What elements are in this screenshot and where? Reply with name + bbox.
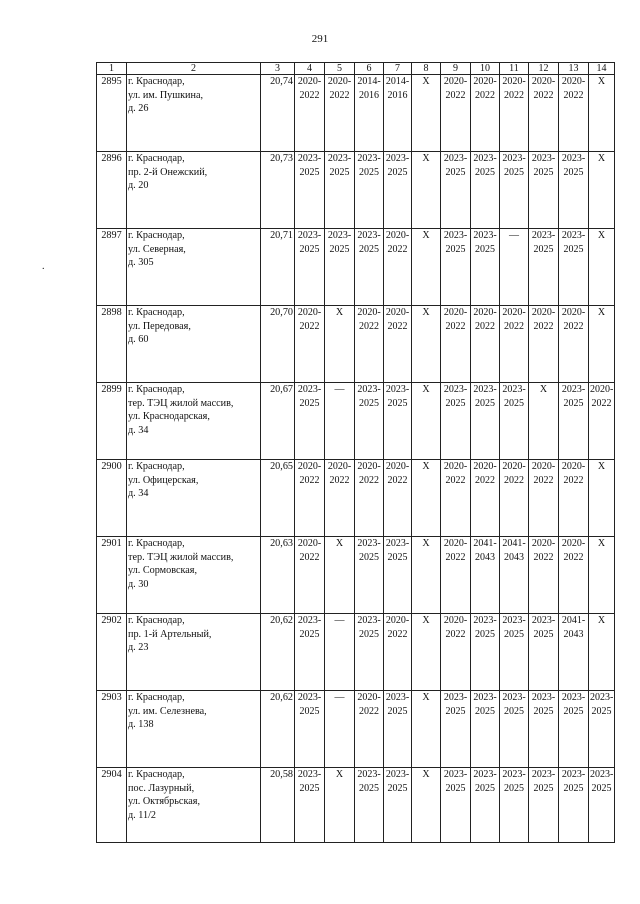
row-number: 2903 bbox=[97, 691, 127, 768]
period-cell: 2020- 2022 bbox=[441, 537, 471, 614]
period-cell: 2020- 2022 bbox=[295, 306, 325, 383]
address-line: д. 34 bbox=[128, 488, 149, 500]
column-header: 12 bbox=[529, 63, 559, 75]
period-cell: Х bbox=[412, 75, 441, 152]
period-cell: Х bbox=[589, 460, 615, 537]
table-row bbox=[97, 229, 615, 306]
period-cell: — bbox=[325, 383, 355, 460]
period-cell: 2041- 2043 bbox=[500, 537, 529, 614]
address-line: г. Краснодар, bbox=[128, 538, 185, 549]
value-cell: 20,67 bbox=[261, 383, 295, 460]
address-line: д. 60 bbox=[128, 334, 149, 346]
period-cell: 2020- 2022 bbox=[471, 306, 500, 383]
period-cell: 2023- 2025 bbox=[441, 229, 471, 306]
row-number: 2895 bbox=[97, 75, 127, 152]
period-cell: 2020- 2022 bbox=[471, 75, 500, 152]
period-cell: 2020- 2022 bbox=[500, 75, 529, 152]
period-cell: 2020- 2022 bbox=[384, 614, 412, 691]
period-cell: 2023- 2025 bbox=[471, 229, 500, 306]
address-cell bbox=[127, 152, 261, 229]
address-line: ул. Офицерская, bbox=[128, 474, 199, 486]
period-cell: 2020- 2022 bbox=[559, 306, 589, 383]
period-cell: 2023- 2025 bbox=[441, 152, 471, 229]
table-row bbox=[97, 614, 615, 691]
period-cell: Х bbox=[325, 306, 355, 383]
period-cell: 2023- 2025 bbox=[559, 383, 589, 460]
period-cell: 2020- 2022 bbox=[355, 306, 384, 383]
period-cell: 2023- 2025 bbox=[384, 691, 412, 768]
period-cell: 2020- 2022 bbox=[384, 306, 412, 383]
row-number: 2900 bbox=[97, 460, 127, 537]
period-cell: 2023- 2025 bbox=[471, 383, 500, 460]
table-row bbox=[97, 306, 615, 383]
period-cell: 2020- 2022 bbox=[559, 460, 589, 537]
period-cell: 2020- 2022 bbox=[529, 306, 559, 383]
period-cell: 2014- 2016 bbox=[384, 75, 412, 152]
value-cell: 20,65 bbox=[261, 460, 295, 537]
address-cell bbox=[127, 75, 261, 152]
address-line: ул. Северная, bbox=[128, 243, 186, 255]
period-cell: 2020- 2022 bbox=[325, 460, 355, 537]
period-cell: 2023- 2025 bbox=[589, 768, 615, 843]
period-cell: — bbox=[325, 614, 355, 691]
period-cell: 2023- 2025 bbox=[529, 229, 559, 306]
period-cell: 2020- 2022 bbox=[295, 460, 325, 537]
address-line: д. 20 bbox=[128, 180, 149, 192]
period-cell: Х bbox=[412, 383, 441, 460]
stray-mark: . bbox=[42, 261, 45, 272]
period-cell: 2020- 2022 bbox=[384, 229, 412, 306]
period-cell: 2023- 2025 bbox=[500, 383, 529, 460]
period-cell: 2020- 2022 bbox=[441, 460, 471, 537]
row-number: 2896 bbox=[97, 152, 127, 229]
period-cell: 2020- 2022 bbox=[295, 537, 325, 614]
period-cell: 2023- 2025 bbox=[384, 152, 412, 229]
address-line: г. Краснодар, bbox=[128, 615, 185, 626]
period-cell: Х bbox=[412, 460, 441, 537]
period-cell: 2023- 2025 bbox=[384, 768, 412, 843]
period-cell: 2020- 2022 bbox=[589, 383, 615, 460]
table-row bbox=[97, 75, 615, 152]
period-cell: Х bbox=[589, 152, 615, 229]
address-line: пр. 2-й Онежский, bbox=[128, 166, 208, 178]
period-cell: — bbox=[325, 691, 355, 768]
register-table bbox=[96, 62, 615, 843]
period-cell: 2020- 2022 bbox=[441, 306, 471, 383]
address-cell bbox=[127, 229, 261, 306]
column-header: 6 bbox=[355, 63, 384, 75]
column-header: 8 bbox=[412, 63, 441, 75]
address-line: г. Краснодар, bbox=[128, 153, 185, 164]
period-cell: 2020- 2022 bbox=[529, 75, 559, 152]
address-line: пр. 1-й Артельный, bbox=[128, 628, 212, 640]
header-row bbox=[97, 63, 615, 75]
period-cell: 2023- 2025 bbox=[295, 768, 325, 843]
value-cell: 20,74 bbox=[261, 75, 295, 152]
period-cell: 2023- 2025 bbox=[441, 691, 471, 768]
period-cell: 2023- 2025 bbox=[355, 537, 384, 614]
period-cell: 2023- 2025 bbox=[295, 614, 325, 691]
address-line: г. Краснодар, bbox=[128, 461, 185, 472]
address-line: д. 30 bbox=[128, 578, 149, 590]
period-cell: 2023- 2025 bbox=[471, 152, 500, 229]
address-line: г. Краснодар, bbox=[128, 769, 185, 780]
period-cell: 2023- 2025 bbox=[500, 691, 529, 768]
period-cell: 2020- 2022 bbox=[500, 460, 529, 537]
period-cell: Х bbox=[412, 306, 441, 383]
period-cell: 2023- 2025 bbox=[500, 614, 529, 691]
period-cell: 2023- 2025 bbox=[559, 691, 589, 768]
period-cell: 2023- 2025 bbox=[529, 691, 559, 768]
period-cell: 2023- 2025 bbox=[295, 691, 325, 768]
address-line: тер. ТЭЦ жилой массив, bbox=[128, 397, 234, 409]
period-cell: 2023- 2025 bbox=[500, 152, 529, 229]
address-line: ул. Передовая, bbox=[128, 320, 191, 332]
period-cell: Х bbox=[412, 691, 441, 768]
column-header: 1 bbox=[97, 63, 127, 75]
period-cell: 2023- 2025 bbox=[355, 152, 384, 229]
period-cell: 2023- 2025 bbox=[529, 614, 559, 691]
period-cell: Х bbox=[412, 768, 441, 843]
address-line: д. 305 bbox=[128, 257, 154, 269]
value-cell: 20,62 bbox=[261, 691, 295, 768]
table-body bbox=[97, 75, 615, 843]
period-cell: Х bbox=[529, 383, 559, 460]
row-number: 2902 bbox=[97, 614, 127, 691]
row-number: 2901 bbox=[97, 537, 127, 614]
address-cell bbox=[127, 306, 261, 383]
period-cell: 2023- 2025 bbox=[355, 614, 384, 691]
value-cell: 20,58 bbox=[261, 768, 295, 843]
row-number: 2897 bbox=[97, 229, 127, 306]
period-cell: Х bbox=[589, 306, 615, 383]
period-cell: 2023- 2025 bbox=[471, 691, 500, 768]
row-number: 2899 bbox=[97, 383, 127, 460]
table-row bbox=[97, 691, 615, 768]
address-line: г. Краснодар, bbox=[128, 692, 185, 703]
row-number: 2904 bbox=[97, 768, 127, 843]
period-cell: 2020- 2022 bbox=[529, 537, 559, 614]
value-cell: 20,73 bbox=[261, 152, 295, 229]
period-cell: 2020- 2022 bbox=[559, 537, 589, 614]
address-line: г. Краснодар, bbox=[128, 76, 185, 87]
period-cell: 2020- 2022 bbox=[500, 306, 529, 383]
row-number: 2898 bbox=[97, 306, 127, 383]
table-row bbox=[97, 537, 615, 614]
address-line: ул. Сормовская, bbox=[128, 565, 198, 577]
period-cell: 2023- 2025 bbox=[559, 229, 589, 306]
page-number: 291 bbox=[311, 33, 329, 45]
column-header: 3 bbox=[261, 63, 295, 75]
address-line: г. Краснодар, bbox=[128, 230, 185, 241]
address-line: д. 138 bbox=[128, 719, 154, 731]
table-row bbox=[97, 768, 615, 843]
period-cell: Х bbox=[589, 537, 615, 614]
period-cell: 2023- 2025 bbox=[355, 229, 384, 306]
period-cell: 2020- 2022 bbox=[325, 75, 355, 152]
period-cell: 2020- 2022 bbox=[559, 75, 589, 152]
value-cell: 20,62 bbox=[261, 614, 295, 691]
address-line: ул. им. Пушкина, bbox=[128, 89, 204, 101]
period-cell: 2020- 2022 bbox=[355, 460, 384, 537]
address-line: д. 11/2 bbox=[128, 809, 157, 821]
column-header: 9 bbox=[441, 63, 471, 75]
period-cell: 2023- 2025 bbox=[529, 768, 559, 843]
column-header: 10 bbox=[471, 63, 500, 75]
period-cell: 2020- 2022 bbox=[384, 460, 412, 537]
address-cell bbox=[127, 691, 261, 768]
period-cell: — bbox=[500, 229, 529, 306]
period-cell: 2023- 2025 bbox=[295, 152, 325, 229]
column-header: 13 bbox=[559, 63, 589, 75]
value-cell: 20,63 bbox=[261, 537, 295, 614]
period-cell: 2023- 2025 bbox=[559, 768, 589, 843]
column-header: 4 bbox=[295, 63, 325, 75]
address-cell bbox=[127, 460, 261, 537]
period-cell: Х bbox=[325, 768, 355, 843]
period-cell: Х bbox=[589, 614, 615, 691]
period-cell: 2041- 2043 bbox=[471, 537, 500, 614]
period-cell: 2020- 2022 bbox=[355, 691, 384, 768]
period-cell: 2023- 2025 bbox=[559, 152, 589, 229]
period-cell: 2023- 2025 bbox=[471, 614, 500, 691]
column-header: 11 bbox=[500, 63, 529, 75]
table-row bbox=[97, 383, 615, 460]
period-cell: 2020- 2022 bbox=[471, 460, 500, 537]
period-cell: 2023- 2025 bbox=[325, 152, 355, 229]
period-cell: 2023- 2025 bbox=[471, 768, 500, 843]
period-cell: 2023- 2025 bbox=[500, 768, 529, 843]
address-cell bbox=[127, 537, 261, 614]
period-cell: 2023- 2025 bbox=[355, 383, 384, 460]
address-line: тер. ТЭЦ жилой массив, bbox=[128, 551, 234, 563]
column-header: 7 bbox=[384, 63, 412, 75]
period-cell: 2020- 2022 bbox=[441, 614, 471, 691]
period-cell: 2023- 2025 bbox=[355, 768, 384, 843]
period-cell: 2023- 2025 bbox=[441, 768, 471, 843]
period-cell: Х bbox=[589, 75, 615, 152]
period-cell: Х bbox=[412, 152, 441, 229]
period-cell: 2023- 2025 bbox=[295, 383, 325, 460]
period-cell: Х bbox=[412, 614, 441, 691]
period-cell: 2020- 2022 bbox=[529, 460, 559, 537]
address-line: пос. Лазурный, bbox=[128, 782, 195, 794]
address-line: д. 23 bbox=[128, 642, 149, 654]
period-cell: 2023- 2025 bbox=[529, 152, 559, 229]
period-cell: 2023- 2025 bbox=[325, 229, 355, 306]
period-cell: Х bbox=[412, 229, 441, 306]
table-row bbox=[97, 152, 615, 229]
period-cell: 2014- 2016 bbox=[355, 75, 384, 152]
period-cell: Х bbox=[412, 537, 441, 614]
period-cell: 2020- 2022 bbox=[441, 75, 471, 152]
period-cell: 2023- 2025 bbox=[384, 383, 412, 460]
address-line: д. 26 bbox=[128, 103, 149, 115]
period-cell: Х bbox=[325, 537, 355, 614]
period-cell: 2023- 2025 bbox=[441, 383, 471, 460]
table-row bbox=[97, 460, 615, 537]
period-cell: 2023- 2025 bbox=[295, 229, 325, 306]
address-cell bbox=[127, 768, 261, 843]
address-line: г. Краснодар, bbox=[128, 307, 185, 318]
address-line: ул. Октябрьская, bbox=[128, 796, 200, 808]
address-line: ул. Краснодарская, bbox=[128, 411, 210, 423]
column-header: 5 bbox=[325, 63, 355, 75]
value-cell: 20,71 bbox=[261, 229, 295, 306]
column-header: 2 bbox=[127, 63, 261, 75]
period-cell: Х bbox=[589, 229, 615, 306]
address-cell bbox=[127, 614, 261, 691]
value-cell: 20,70 bbox=[261, 306, 295, 383]
address-line: д. 34 bbox=[128, 424, 149, 436]
period-cell: 2023- 2025 bbox=[384, 537, 412, 614]
period-cell: 2023- 2025 bbox=[589, 691, 615, 768]
period-cell: 2020- 2022 bbox=[295, 75, 325, 152]
address-cell bbox=[127, 383, 261, 460]
column-header: 14 bbox=[589, 63, 615, 75]
address-line: г. Краснодар, bbox=[128, 384, 185, 395]
period-cell: 2041- 2043 bbox=[559, 614, 589, 691]
address-line: ул. им. Селезнева, bbox=[128, 705, 207, 717]
